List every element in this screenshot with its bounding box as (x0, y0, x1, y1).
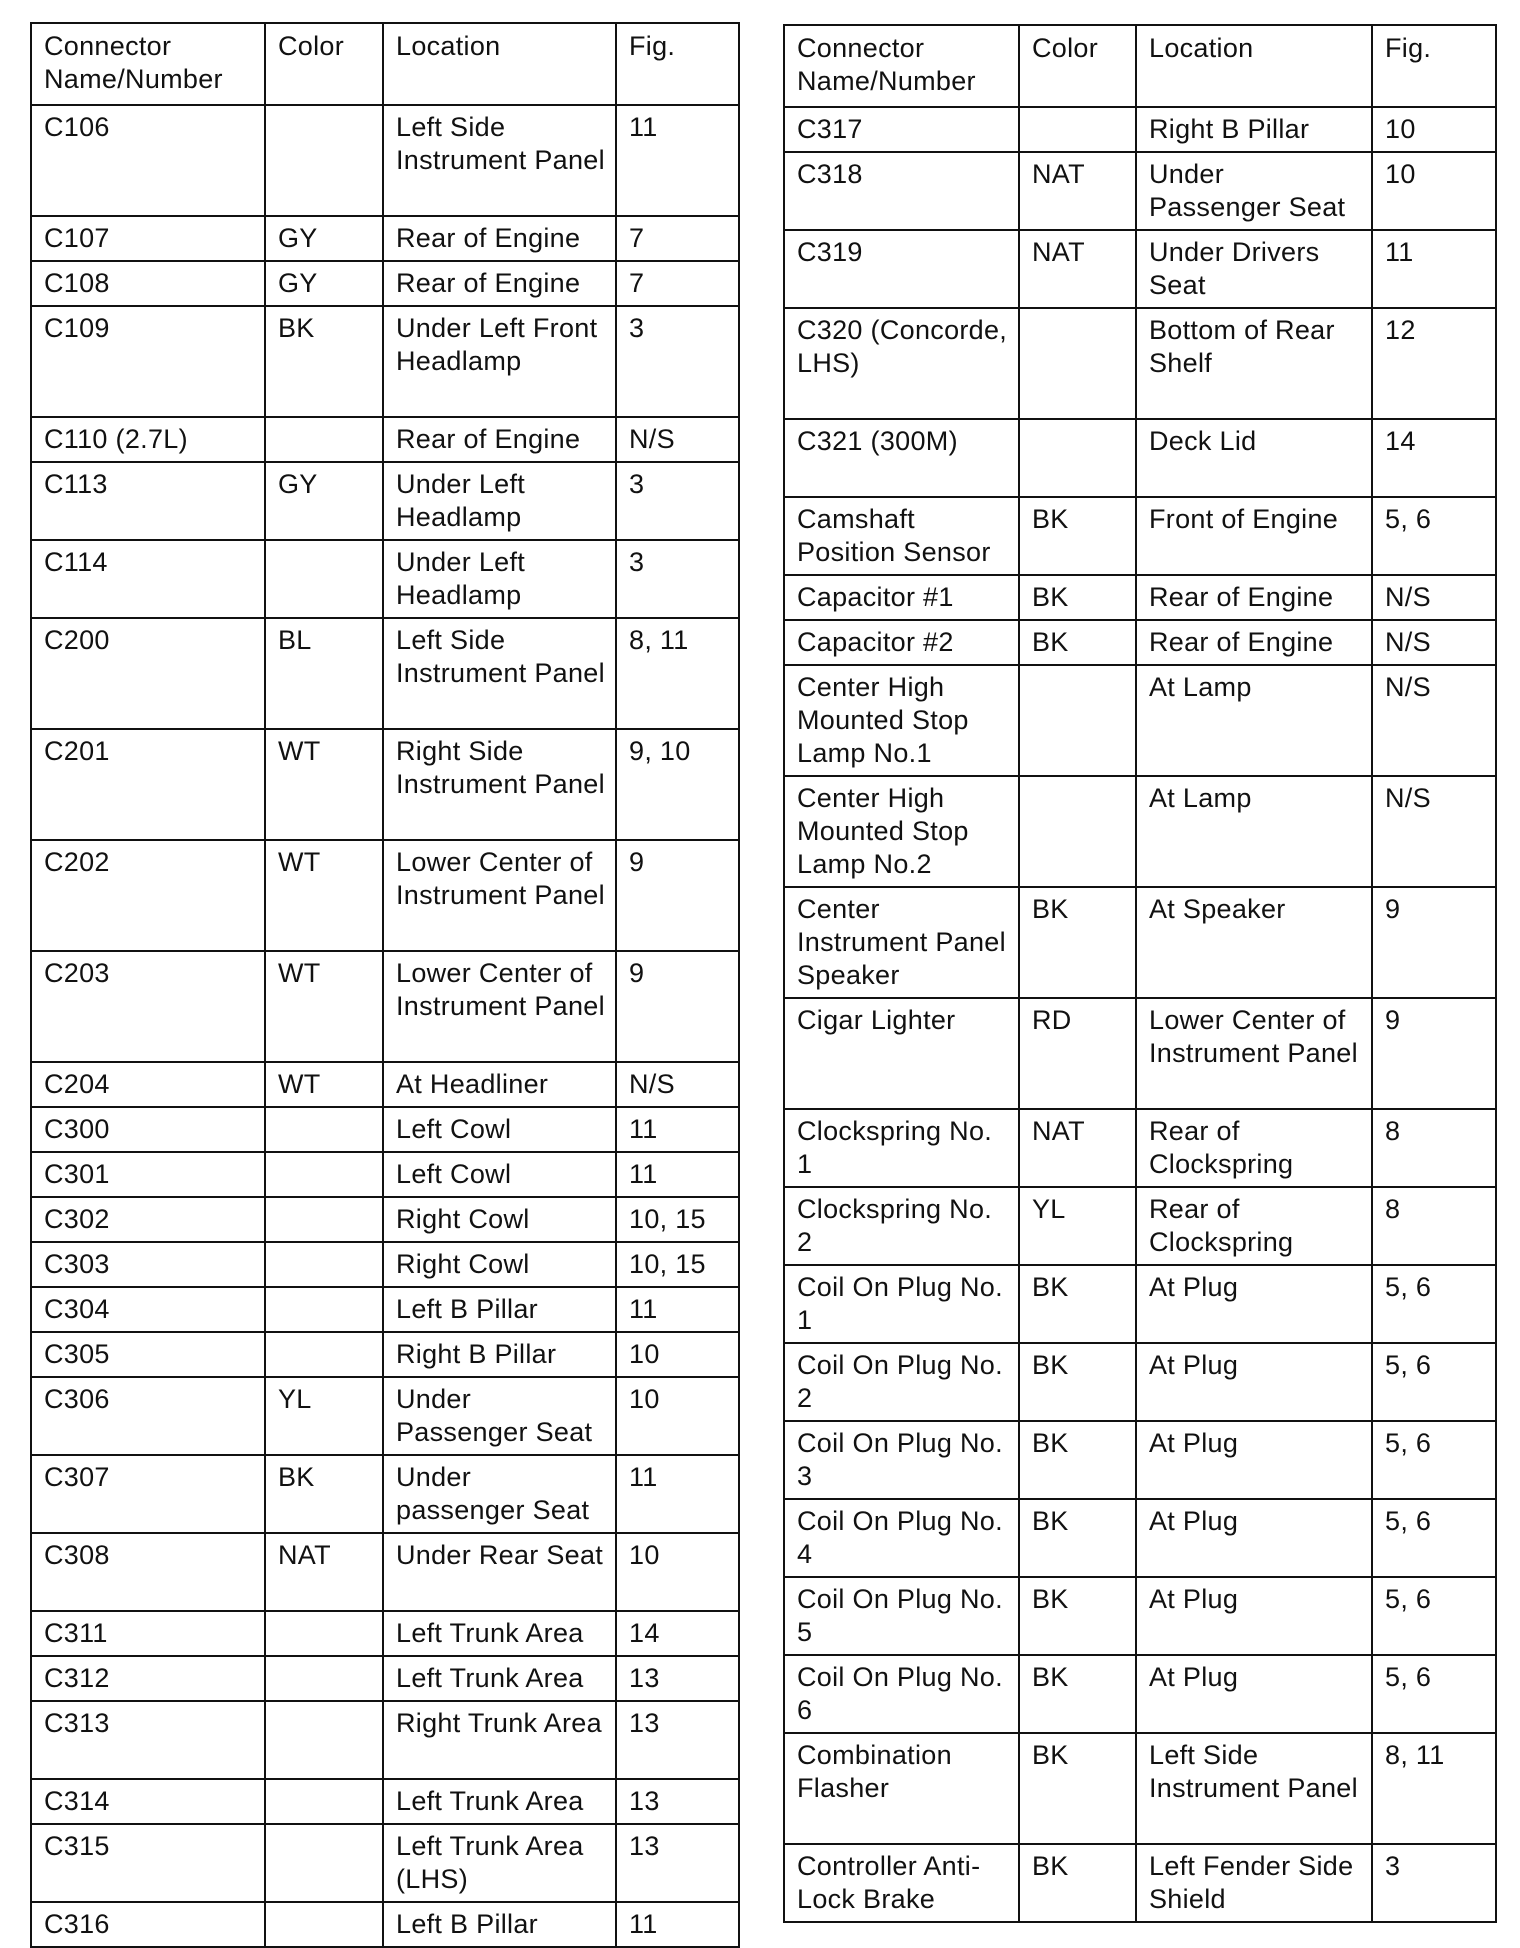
color-cell (265, 540, 383, 618)
fig-cell: 5, 6 (1372, 1343, 1496, 1421)
connector-cell: Center High Mounted Stop Lamp No.1 (784, 665, 1019, 776)
table-row (784, 1577, 1496, 1655)
connector-cell: C106 (31, 105, 265, 216)
connector-cell: C306 (31, 1377, 265, 1455)
table-row (784, 998, 1496, 1109)
color-cell (265, 1656, 383, 1701)
connector-cell: C315 (31, 1824, 265, 1902)
header-location: Location (1136, 25, 1372, 107)
location-cell: Left Trunk Area (383, 1779, 616, 1824)
location-cell: Under Passenger Seat (383, 1377, 616, 1455)
color-cell (265, 1152, 383, 1197)
location-cell: Left Trunk Area (LHS) (383, 1824, 616, 1902)
fig-cell: 5, 6 (1372, 1577, 1496, 1655)
color-cell: GY (265, 462, 383, 540)
fig-cell: N/S (616, 1062, 739, 1107)
connector-cell: Coil On Plug No. 2 (784, 1343, 1019, 1421)
fig-cell: 8, 11 (616, 618, 739, 729)
location-cell: Left Side Instrument Panel (383, 105, 616, 216)
color-cell: BK (265, 1455, 383, 1533)
header-color: Color (1019, 25, 1136, 107)
connector-cell: C321 (300M) (784, 419, 1019, 497)
color-cell: WT (265, 1062, 383, 1107)
header-connector: Connector Name/Number (784, 25, 1019, 107)
location-cell: Left B Pillar (383, 1287, 616, 1332)
color-cell (265, 1824, 383, 1902)
color-cell: YL (265, 1377, 383, 1455)
connector-cell: C307 (31, 1455, 265, 1533)
fig-cell: 7 (616, 261, 739, 306)
location-cell: Right B Pillar (1136, 107, 1372, 152)
location-cell: Rear of Engine (1136, 620, 1372, 665)
table-row (31, 1611, 739, 1656)
fig-cell: 10 (616, 1377, 739, 1455)
fig-cell: 11 (616, 1455, 739, 1533)
fig-cell: 7 (616, 216, 739, 261)
connector-cell: Capacitor #1 (784, 575, 1019, 620)
color-cell: BK (1019, 497, 1136, 575)
connector-cell: C107 (31, 216, 265, 261)
location-cell: Rear of Engine (383, 417, 616, 462)
location-cell: Under Passenger Seat (1136, 152, 1372, 230)
connector-cell: Combination Flasher (784, 1733, 1019, 1844)
color-cell: BK (1019, 1733, 1136, 1844)
connector-cell: C200 (31, 618, 265, 729)
connector-cell: Controller Anti-Lock Brake (784, 1844, 1019, 1922)
table-row (784, 230, 1496, 308)
fig-cell: 14 (1372, 419, 1496, 497)
table-row (784, 1421, 1496, 1499)
color-cell (1019, 419, 1136, 497)
location-cell: At Plug (1136, 1577, 1372, 1655)
color-cell (1019, 107, 1136, 152)
connector-cell: C313 (31, 1701, 265, 1779)
fig-cell: 13 (616, 1824, 739, 1902)
fig-cell: 11 (616, 1107, 739, 1152)
table-row (31, 1701, 739, 1779)
location-cell: At Plug (1136, 1655, 1372, 1733)
fig-cell: 11 (616, 1152, 739, 1197)
fig-cell: 10 (1372, 107, 1496, 152)
color-cell: BK (265, 306, 383, 417)
table-row (31, 1197, 739, 1242)
header-fig: Fig. (616, 23, 739, 105)
location-cell: Lower Center of Instrument Panel (383, 840, 616, 951)
fig-cell: 13 (616, 1701, 739, 1779)
connector-table-left (30, 22, 740, 1948)
location-cell: Right Trunk Area (383, 1701, 616, 1779)
color-cell (265, 1779, 383, 1824)
location-cell: Right B Pillar (383, 1332, 616, 1377)
color-cell: GY (265, 216, 383, 261)
table-row (31, 462, 739, 540)
location-cell: Under Left Headlamp (383, 540, 616, 618)
table-row (31, 729, 739, 840)
fig-cell: 3 (616, 540, 739, 618)
header-row (31, 23, 739, 105)
location-cell: Rear of Clockspring (1136, 1109, 1372, 1187)
color-cell (265, 417, 383, 462)
connector-cell: C304 (31, 1287, 265, 1332)
fig-cell: 3 (616, 462, 739, 540)
location-cell: Left Cowl (383, 1107, 616, 1152)
table-row (31, 105, 739, 216)
color-cell: GY (265, 261, 383, 306)
color-cell: YL (1019, 1187, 1136, 1265)
header-location: Location (383, 23, 616, 105)
color-cell: BK (1019, 1499, 1136, 1577)
table-row (31, 1062, 739, 1107)
table-row (31, 1902, 739, 1947)
fig-cell: N/S (1372, 620, 1496, 665)
fig-cell: N/S (1372, 665, 1496, 776)
connector-cell: Clockspring No. 1 (784, 1109, 1019, 1187)
connector-cell: C312 (31, 1656, 265, 1701)
table-row (31, 1287, 739, 1332)
connector-cell: Center High Mounted Stop Lamp No.2 (784, 776, 1019, 887)
fig-cell: 9, 10 (616, 729, 739, 840)
fig-cell: 5, 6 (1372, 1265, 1496, 1343)
fig-cell: 5, 6 (1372, 497, 1496, 575)
location-cell: Left Cowl (383, 1152, 616, 1197)
color-cell (1019, 308, 1136, 419)
location-cell: Rear of Engine (383, 216, 616, 261)
color-cell: BL (265, 618, 383, 729)
location-cell: Rear of Engine (383, 261, 616, 306)
color-cell (265, 1242, 383, 1287)
fig-cell: 5, 6 (1372, 1499, 1496, 1577)
table-row (784, 1109, 1496, 1187)
table-row (31, 306, 739, 417)
location-cell: Bottom of Rear Shelf (1136, 308, 1372, 419)
table-row (31, 1455, 739, 1533)
table-row (784, 152, 1496, 230)
fig-cell: N/S (1372, 776, 1496, 887)
table-row (784, 776, 1496, 887)
connector-cell: C318 (784, 152, 1019, 230)
color-cell: BK (1019, 1343, 1136, 1421)
location-cell: Rear of Engine (1136, 575, 1372, 620)
table-row (31, 1332, 739, 1377)
color-cell: NAT (1019, 230, 1136, 308)
table-row (784, 497, 1496, 575)
location-cell: At Speaker (1136, 887, 1372, 998)
header-connector: Connector Name/Number (31, 23, 265, 105)
table-row (31, 261, 739, 306)
connector-cell: C319 (784, 230, 1019, 308)
table-row (31, 417, 739, 462)
connector-cell: C308 (31, 1533, 265, 1611)
fig-cell: 10 (616, 1533, 739, 1611)
location-cell: Under Rear Seat (383, 1533, 616, 1611)
connector-cell: C114 (31, 540, 265, 618)
color-cell (265, 1107, 383, 1152)
fig-cell: N/S (616, 417, 739, 462)
location-cell: At Plug (1136, 1499, 1372, 1577)
location-cell: Left Trunk Area (383, 1656, 616, 1701)
fig-cell: 10 (616, 1332, 739, 1377)
connector-cell: C202 (31, 840, 265, 951)
table-row (31, 216, 739, 261)
table-row (784, 308, 1496, 419)
connector-cell: C302 (31, 1197, 265, 1242)
table-row (31, 540, 739, 618)
table-row (31, 1107, 739, 1152)
table-row (784, 1655, 1496, 1733)
location-cell: Under passenger Seat (383, 1455, 616, 1533)
table-row (784, 1343, 1496, 1421)
fig-cell: 11 (1372, 230, 1496, 308)
location-cell: Left Fender Side Shield (1136, 1844, 1372, 1922)
location-cell: Deck Lid (1136, 419, 1372, 497)
location-cell: Left B Pillar (383, 1902, 616, 1947)
color-cell: NAT (1019, 1109, 1136, 1187)
location-cell: At Plug (1136, 1343, 1372, 1421)
location-cell: Right Cowl (383, 1242, 616, 1287)
table-row (31, 1779, 739, 1824)
location-cell: At Lamp (1136, 665, 1372, 776)
fig-cell: 12 (1372, 308, 1496, 419)
color-cell (265, 1287, 383, 1332)
table-row (784, 1733, 1496, 1844)
color-cell: WT (265, 729, 383, 840)
fig-cell: 11 (616, 105, 739, 216)
table-row (31, 1242, 739, 1287)
connector-cell: C317 (784, 107, 1019, 152)
fig-cell: 8, 11 (1372, 1733, 1496, 1844)
color-cell: BK (1019, 1844, 1136, 1922)
fig-cell: 11 (616, 1287, 739, 1332)
location-cell: Rear of Clockspring (1136, 1187, 1372, 1265)
location-cell: Front of Engine (1136, 497, 1372, 575)
fig-cell: 3 (616, 306, 739, 417)
connector-cell: C301 (31, 1152, 265, 1197)
color-cell (265, 1197, 383, 1242)
fig-cell: 10, 15 (616, 1242, 739, 1287)
connector-cell: C110 (2.7L) (31, 417, 265, 462)
location-cell: At Headliner (383, 1062, 616, 1107)
fig-cell: N/S (1372, 575, 1496, 620)
connector-cell: Camshaft Position Sensor (784, 497, 1019, 575)
connector-cell: C314 (31, 1779, 265, 1824)
connector-cell: Cigar Lighter (784, 998, 1019, 1109)
table-row (31, 1656, 739, 1701)
connector-cell: C305 (31, 1332, 265, 1377)
connector-cell: C311 (31, 1611, 265, 1656)
location-cell: Lower Center of Instrument Panel (1136, 998, 1372, 1109)
connector-cell: C113 (31, 462, 265, 540)
fig-cell: 13 (616, 1656, 739, 1701)
table-row (784, 1499, 1496, 1577)
connector-cell: Clockspring No. 2 (784, 1187, 1019, 1265)
connector-cell: C201 (31, 729, 265, 840)
color-cell: BK (1019, 1577, 1136, 1655)
connector-cell: Center Instrument Panel Speaker (784, 887, 1019, 998)
location-cell: Right Cowl (383, 1197, 616, 1242)
connector-cell: Coil On Plug No. 5 (784, 1577, 1019, 1655)
connector-cell: Capacitor #2 (784, 620, 1019, 665)
connector-cell: Coil On Plug No. 4 (784, 1499, 1019, 1577)
location-cell: Lower Center of Instrument Panel (383, 951, 616, 1062)
table-row (784, 1844, 1496, 1922)
fig-cell: 14 (616, 1611, 739, 1656)
connector-cell: C108 (31, 261, 265, 306)
table-row (784, 575, 1496, 620)
color-cell (265, 1332, 383, 1377)
color-cell (265, 1902, 383, 1947)
color-cell: WT (265, 840, 383, 951)
connector-table-right (783, 24, 1497, 1923)
color-cell: NAT (265, 1533, 383, 1611)
location-cell: Left Side Instrument Panel (383, 618, 616, 729)
fig-cell: 9 (1372, 998, 1496, 1109)
fig-cell: 13 (616, 1779, 739, 1824)
color-cell: BK (1019, 1265, 1136, 1343)
color-cell: RD (1019, 998, 1136, 1109)
table-row (31, 1824, 739, 1902)
color-cell (265, 1611, 383, 1656)
location-cell: Left Side Instrument Panel (1136, 1733, 1372, 1844)
table-row (31, 618, 739, 729)
connector-cell: C316 (31, 1902, 265, 1947)
fig-cell: 9 (1372, 887, 1496, 998)
fig-cell: 11 (616, 1902, 739, 1947)
color-cell: BK (1019, 887, 1136, 998)
table-row (784, 1265, 1496, 1343)
color-cell (1019, 665, 1136, 776)
location-cell: At Lamp (1136, 776, 1372, 887)
connector-cell: C320 (Concorde, LHS) (784, 308, 1019, 419)
color-cell: WT (265, 951, 383, 1062)
fig-cell: 8 (1372, 1109, 1496, 1187)
fig-cell: 5, 6 (1372, 1421, 1496, 1499)
connector-cell: Coil On Plug No. 3 (784, 1421, 1019, 1499)
location-cell: At Plug (1136, 1265, 1372, 1343)
connector-cell: C203 (31, 951, 265, 1062)
fig-cell: 9 (616, 951, 739, 1062)
location-cell: At Plug (1136, 1421, 1372, 1499)
fig-cell: 10, 15 (616, 1197, 739, 1242)
connector-cell: C303 (31, 1242, 265, 1287)
table-row (31, 1377, 739, 1455)
color-cell: NAT (1019, 152, 1136, 230)
table-row (31, 951, 739, 1062)
connector-cell: C204 (31, 1062, 265, 1107)
location-cell: Left Trunk Area (383, 1611, 616, 1656)
fig-cell: 8 (1372, 1187, 1496, 1265)
color-cell: BK (1019, 1655, 1136, 1733)
color-cell (1019, 776, 1136, 887)
table-row (784, 665, 1496, 776)
fig-cell: 3 (1372, 1844, 1496, 1922)
color-cell: BK (1019, 620, 1136, 665)
header-color: Color (265, 23, 383, 105)
color-cell (265, 105, 383, 216)
table-row (784, 887, 1496, 998)
table-row (31, 1533, 739, 1611)
header-fig: Fig. (1372, 25, 1496, 107)
header-row (784, 25, 1496, 107)
table-row (784, 620, 1496, 665)
connector-cell: Coil On Plug No. 1 (784, 1265, 1019, 1343)
table-row (784, 1187, 1496, 1265)
fig-cell: 10 (1372, 152, 1496, 230)
color-cell: BK (1019, 1421, 1136, 1499)
table-row (31, 1152, 739, 1197)
location-cell: Under Left Front Headlamp (383, 306, 616, 417)
fig-cell: 9 (616, 840, 739, 951)
color-cell: BK (1019, 575, 1136, 620)
table-row (31, 840, 739, 951)
connector-cell: Coil On Plug No. 6 (784, 1655, 1019, 1733)
connector-cell: C109 (31, 306, 265, 417)
table-row (784, 419, 1496, 497)
fig-cell: 5, 6 (1372, 1655, 1496, 1733)
location-cell: Right Side Instrument Panel (383, 729, 616, 840)
table-row (784, 107, 1496, 152)
color-cell (265, 1701, 383, 1779)
connector-cell: C300 (31, 1107, 265, 1152)
location-cell: Under Left Headlamp (383, 462, 616, 540)
location-cell: Under Drivers Seat (1136, 230, 1372, 308)
